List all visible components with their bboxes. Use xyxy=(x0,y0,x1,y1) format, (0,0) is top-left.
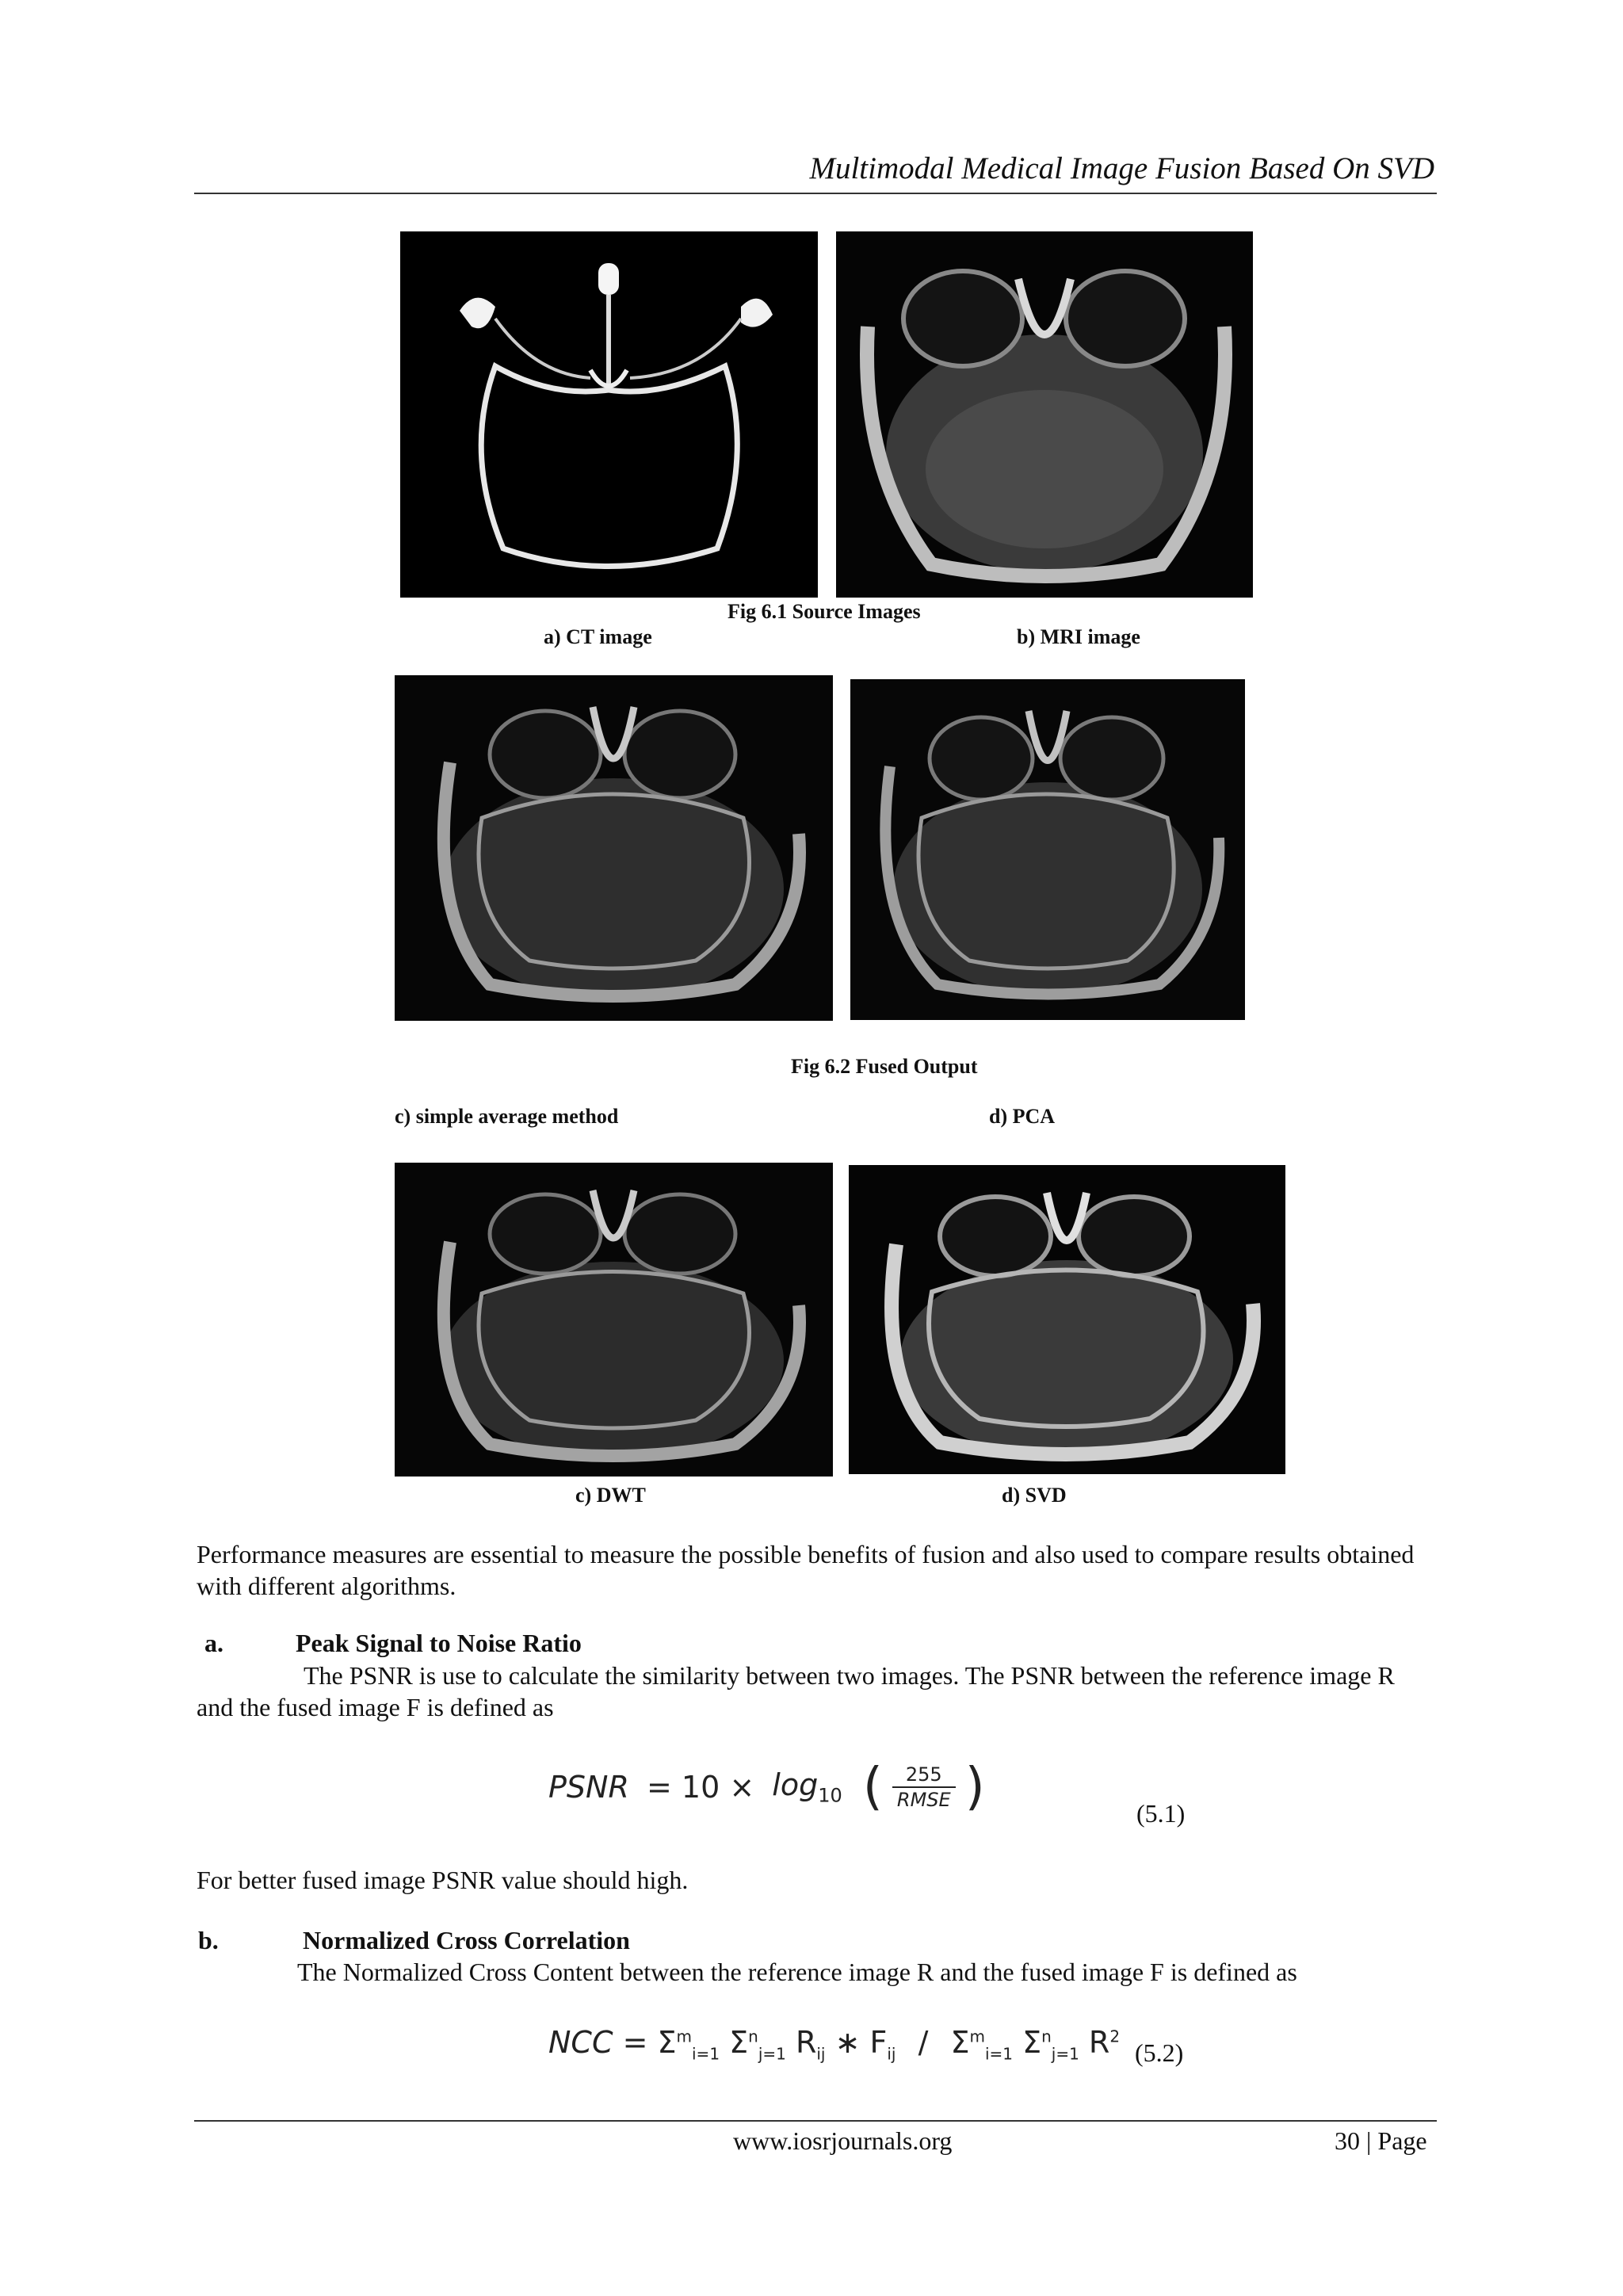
section-b-paragraph: The Normalized Cross Content between the reference image R and the fused image F is defined as xyxy=(297,1958,1297,1986)
section-a-title: Peak Signal to Noise Ratio xyxy=(296,1629,582,1657)
svd-image xyxy=(849,1165,1285,1474)
simple-average-image xyxy=(395,675,833,1021)
section-b-title: Normalized Cross Correlation xyxy=(303,1926,630,1954)
fig3-label-c: c) DWT xyxy=(575,1484,646,1507)
page-number: 30 | Page xyxy=(1335,2126,1427,2155)
equation-number-5-1: (5.1) xyxy=(1136,1799,1186,1828)
journal-url[interactable]: www.iosrjournals.org xyxy=(733,2126,953,2155)
mri-image xyxy=(836,231,1253,598)
ct-image xyxy=(400,231,818,598)
psnr-note: For better fused image PSNR value should high. xyxy=(197,1866,689,1894)
fig1-label-b: b) MRI image xyxy=(1017,625,1140,648)
header-rule xyxy=(194,193,1437,194)
running-header: Multimodal Medical Image Fusion Based On SVD xyxy=(809,151,1434,185)
psnr-equation: PSNR = $10 \times \log_{10}$ ( 255 RMSE ) xyxy=(548,1758,985,1817)
equation-number-5-2: (5.2) xyxy=(1135,2038,1184,2067)
fig2-label-c: c) simple average method xyxy=(395,1105,619,1128)
intro-paragraph: Performance measures are essential to measure the possible benefits of fusion and also used to compare results obtained with different algorithms. xyxy=(197,1540,1415,1600)
section-a-paragraph: The PSNR is use to calculate the similarity between two images. The PSNR between the reference image R and the fused image F is defined as xyxy=(197,1661,1395,1721)
footer-rule xyxy=(194,2120,1437,2122)
section-a-marker: a. xyxy=(204,1629,223,1657)
fig1-label-a: a) CT image xyxy=(544,625,652,648)
section-b-marker: b. xyxy=(198,1926,219,1954)
fig2-caption: Fig 6.2 Fused Output xyxy=(791,1055,978,1078)
ncc-equation: NCC = $\Sigma^m_{i=1}$ $\Sigma^n_{j=1}$ $R_{ij}$ ∗ $F_{ij} / \Sigma^m_{i=1}$ $\Sigma^n_{j=1}$ $R^2$ xyxy=(548,2025,1121,2064)
fig1-caption: Fig 6.1 Source Images xyxy=(727,600,921,623)
fig3-label-d: d) SVD xyxy=(1002,1484,1067,1507)
fig2-label-d: d) PCA xyxy=(989,1105,1056,1128)
dwt-image xyxy=(395,1163,833,1477)
pca-image xyxy=(850,679,1245,1020)
